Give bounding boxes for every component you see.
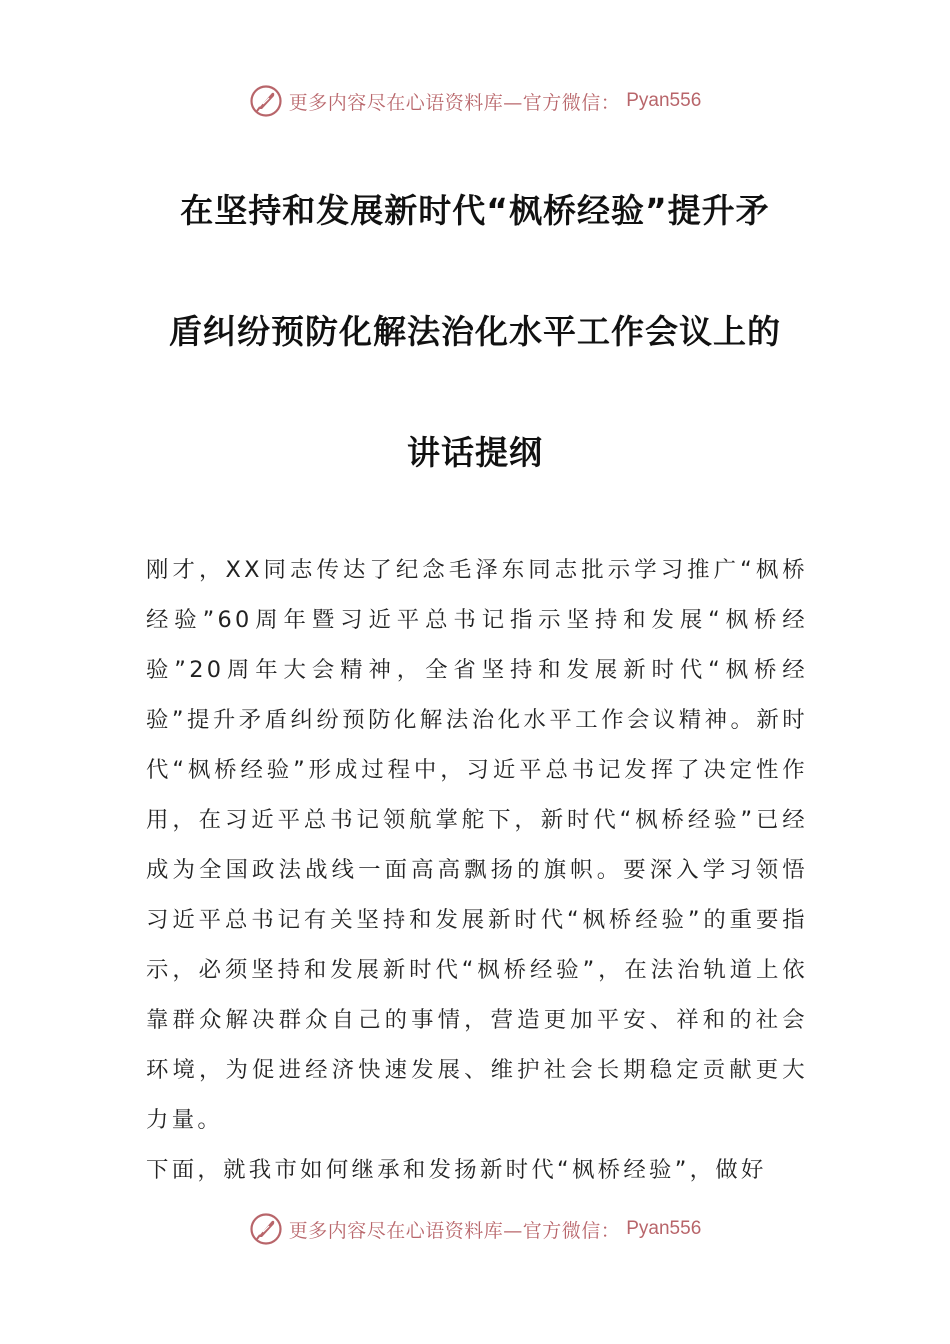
- watermark-text: 更多内容尽在心语资料库—官方微信：: [288, 91, 621, 114]
- watermark-wechat-id: Pyan556: [626, 1218, 702, 1239]
- watermark-text: 更多内容尽在心语资料库—官方微信：: [288, 1219, 621, 1242]
- document-title: [155, 150, 795, 513]
- footer-watermark: [0, 1212, 950, 1246]
- document-body: [146, 545, 808, 1195]
- quill-logo-icon: [249, 84, 283, 118]
- paragraph-2: 下面，就我市如何继承和发扬新时代“枫桥经验”，做好: [146, 1157, 767, 1183]
- title-line-3: 讲话提纲: [407, 433, 543, 472]
- paragraph-1: 刚才，XX同志传达了纪念毛泽东同志批示学习推广“枫桥经验”60周年暨习近平总书记指示坚持和发展“枫桥经验”20周年大会精神，全省坚持和发展新时代“枫桥经验”提升矛盾纠纷预防化解法治化水平工作会议精神。新时代“枫桥经验”形成过程中，习近平总书记发挥了决定性作用，在习近平总书记领航掌舵下，新时代“枫桥经验”已经成为全国政法战线一面高高飘扬的旗帜。要深入学习领悟习近平总书记有关坚持和发展新时代“枫桥经验”的重要指示，必须坚持和发展新时代“枫桥经验”，在法治轨道上依靠群众解决群众自己的事情，营造更加平安、祥和的社会环境，为促进经济快速发展、维护社会长期稳定贡献更大力量。: [146, 557, 808, 1133]
- header-watermark: [0, 84, 950, 118]
- quill-logo-icon: [249, 1212, 283, 1246]
- title-line-2: 盾纠纷预防化解法治化水平工作会议上的: [169, 312, 781, 351]
- title-line-1: 在坚持和发展新时代“枫桥经验”提升矛: [180, 191, 770, 230]
- watermark-wechat-id: Pyan556: [626, 90, 702, 111]
